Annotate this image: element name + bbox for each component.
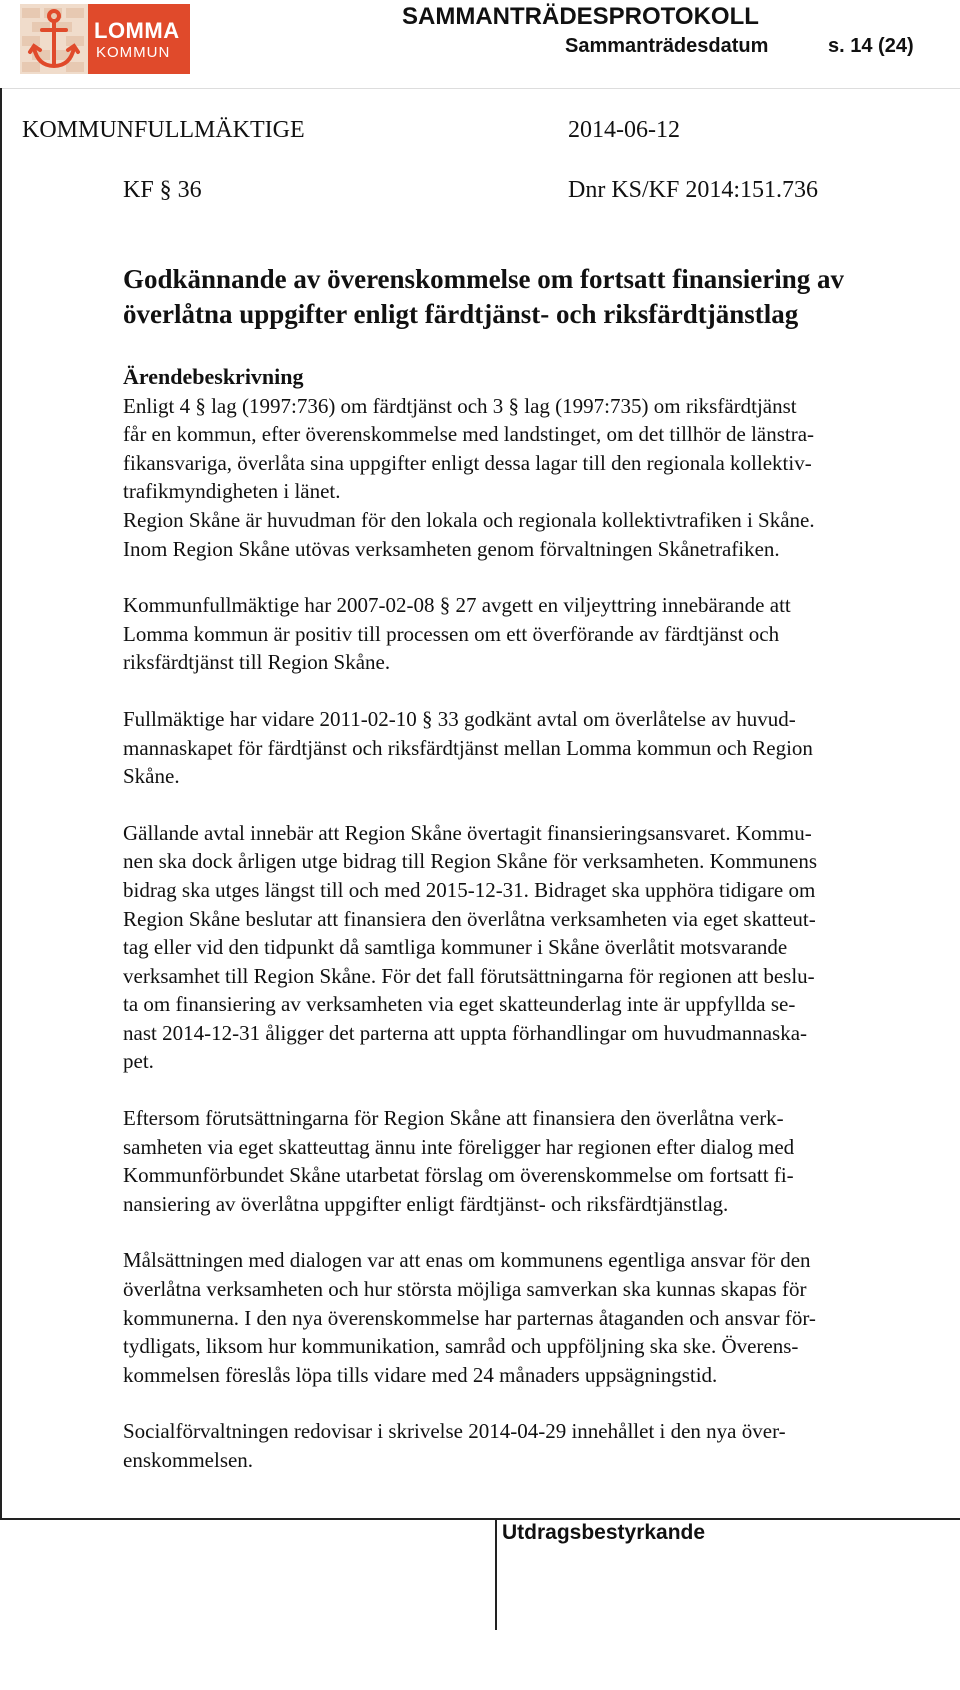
paragraph-6 <box>123 1246 953 1389</box>
text-line: Inom Region Skåne utövas verksamheten genom förvaltningen Skånetrafiken. <box>123 536 780 561</box>
text-line: trafikmyndigheten i länet. <box>123 479 341 504</box>
text-line: bidrag ska utges längst till och med 2015-12-31. Bidraget ska upphöra tidigare om <box>123 877 816 902</box>
paragraph-3 <box>123 705 953 791</box>
item-heading <box>123 262 943 332</box>
paragraph-1 <box>123 392 953 564</box>
left-margin-rule <box>0 88 2 1518</box>
committee-name: KOMMUNFULLMÄKTIGE <box>22 117 305 143</box>
logo-text-top: LOMMA <box>94 18 180 43</box>
text-line: överlåtna verksamheten och hur största möjliga samverkan ska kunnas skapas för <box>123 1277 807 1302</box>
text-line: tydligats, liksom hur kommunikation, samråd och uppföljning ska ske. Överens- <box>123 1334 799 1359</box>
text-line: nast 2014-12-31 åligger det parterna att uppta förhandlingar om huvudmannaska- <box>123 1020 808 1045</box>
text-line: Gällande avtal innebär att Region Skåne övertagit finansieringsansvaret. Kommu- <box>123 820 812 845</box>
text-line: verksamhet till Region Skåne. För det fall förutsättningarna för regionen att beslu- <box>123 963 815 988</box>
footer-column-divider <box>495 1518 497 1630</box>
text-line: Eftersom förutsättningarna för Region Skåne att finansiera den överlåtna verk- <box>123 1106 784 1131</box>
text-line: Kommunförbundet Skåne utarbetat förslag om överenskommelse om fortsatt fi- <box>123 1163 794 1188</box>
logo-text-bottom: KOMMUN <box>96 44 171 61</box>
text-line: riksfärdtjänst till Region Skåne. <box>123 650 391 675</box>
paragraph-4 <box>123 819 953 1076</box>
text-line: Socialförvaltningen redovisar i skrivelse 2014-04-29 innehållet i den nya över- <box>123 1419 786 1444</box>
text-line: tag eller vid den tidpunkt då samtliga kommuner i Skåne överlåtit motsvarande <box>123 935 788 960</box>
item-heading-line: Godkännande av överenskommelse om fortsatt finansiering av <box>123 264 845 294</box>
document-body <box>123 363 953 1475</box>
paragraph-5 <box>123 1104 953 1218</box>
text-line: får en kommun, efter överenskommelse med landstinget, om det tillhör de länstra- <box>123 422 815 447</box>
page-number: s. 14 (24) <box>828 35 914 57</box>
paragraph-7 <box>123 1417 953 1474</box>
item-heading-line: överlåtna uppgifter enligt färdtjänst- och riksfärdtjänstlag <box>123 299 799 329</box>
text-line: Lomma kommun är positiv till processen om ett överförande av färdtjänst och <box>123 621 780 646</box>
header-divider <box>0 88 960 89</box>
meeting-date: 2014-06-12 <box>568 117 680 143</box>
text-line: nen ska dock årligen utge bidrag till Region Skåne för verksamheten. Kommunens <box>123 849 817 874</box>
text-line: Enligt 4 § lag (1997:736) om färdtjänst och 3 § lag (1997:735) om riksfärdtjänst <box>123 393 797 418</box>
text-line: Skåne. <box>123 764 180 789</box>
text-line: Kommunfullmäktige har 2007-02-08 § 27 avgett en viljeyttring innebärande att <box>123 593 791 618</box>
text-line: pet. <box>123 1049 154 1074</box>
extract-certification-label: Utdragsbestyrkande <box>502 1521 706 1544</box>
text-line: ta om finansiering av verksamheten via eget skatteunderlag inte är uppfyllda se- <box>123 992 796 1017</box>
lomma-kommun-logo <box>20 4 190 74</box>
paragraph-2 <box>123 591 953 677</box>
text-line: enskommelsen. <box>123 1448 254 1472</box>
document-type-title: SAMMANTRÄDESPROTOKOLL <box>402 3 759 30</box>
diary-number: Dnr KS/KF 2014:151.736 <box>568 177 819 203</box>
text-line: samheten via eget skatteuttag ännu inte föreligger har regionen efter dialog med <box>123 1134 795 1159</box>
text-line: fikansvariga, överlåta sina uppgifter enligt dessa lagar till den regionala kollektiv- <box>123 450 812 475</box>
text-line: kommelsen föreslås löpa tills vidare med 24 månaders uppsägningstid. <box>123 1362 718 1387</box>
paragraph-reference: KF § 36 <box>123 177 202 203</box>
text-line: Målsättningen med dialogen var att enas om kommunens egentliga ansvar för den <box>123 1248 811 1273</box>
section-subheading: Ärendebeskrivning <box>123 364 304 389</box>
text-line: Fullmäktige har vidare 2011-02-10 § 33 godkänt avtal om överlåtelse av huvud- <box>123 706 796 731</box>
meeting-date-label: Sammanträdesdatum <box>565 35 769 57</box>
footer-divider <box>0 1518 960 1520</box>
text-line: nansiering av överlåtna uppgifter enligt färdtjänst- och riksfärdtjänstlag. <box>123 1191 729 1216</box>
text-line: Region Skåne är huvudman för den lokala och regionala kollektivtrafiken i Skåne. <box>123 507 815 532</box>
text-line: mannaskapet för färdtjänst och riksfärdtjänst mellan Lomma kommun och Region <box>123 735 813 760</box>
text-line: Region Skåne beslutar att finansiera den överlåtna verksamheten via eget skatteut- <box>123 906 816 931</box>
text-line: kommunerna. I den nya överenskommelse har parternas åtaganden och ansvar för- <box>123 1305 816 1330</box>
